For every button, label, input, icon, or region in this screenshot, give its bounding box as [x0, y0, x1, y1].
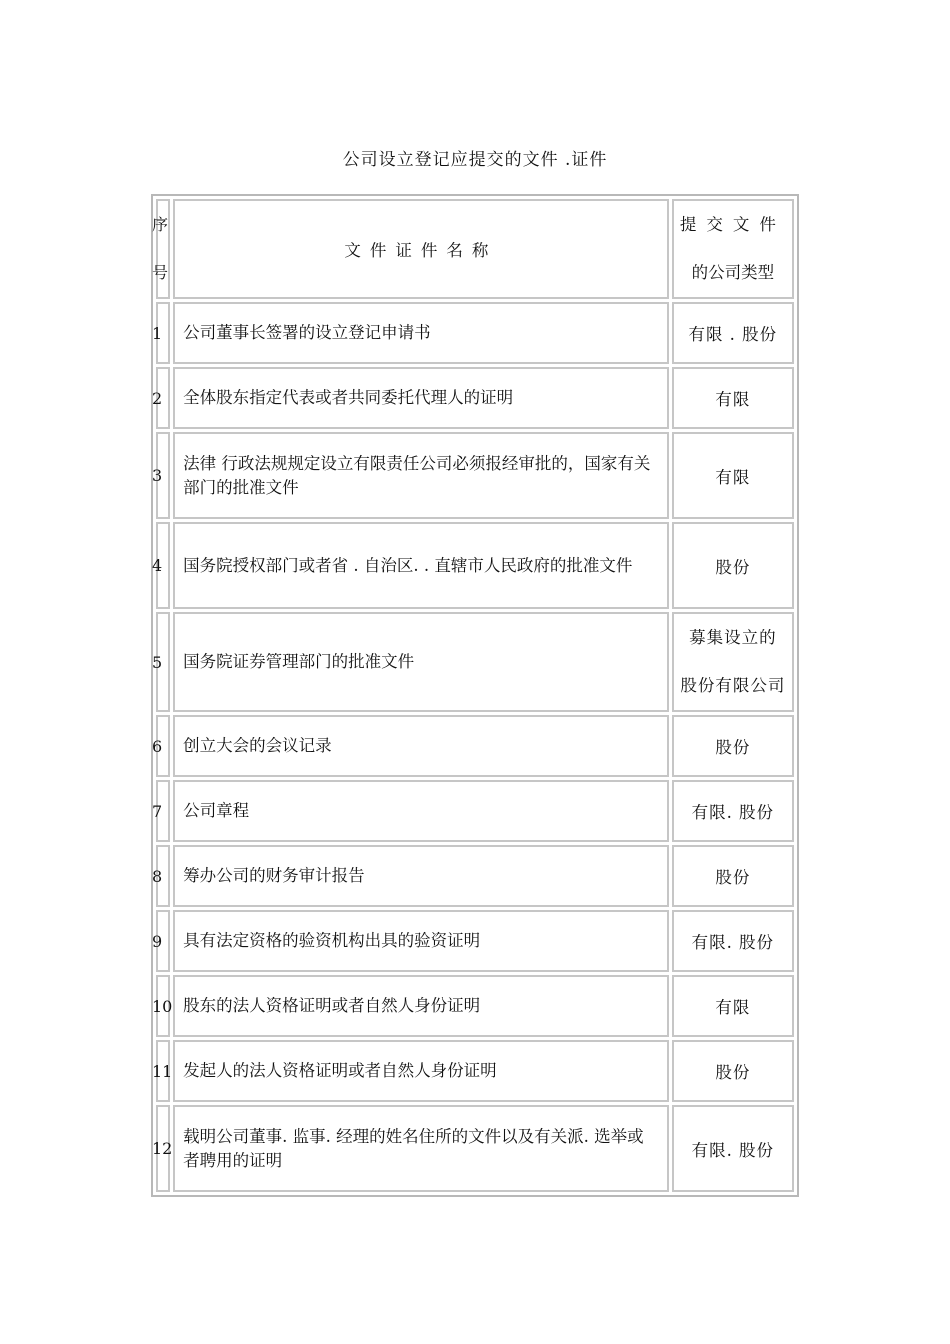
row-company-type: 股份	[672, 845, 794, 907]
row-number: 11	[156, 1040, 170, 1102]
row-company-type: 有限 . 股份	[672, 302, 794, 364]
header-company-type-line1: 提交文件	[679, 215, 786, 234]
row-document-name: 公司董事长签署的设立登记申请书	[173, 302, 668, 364]
table-row	[156, 1040, 794, 1102]
row-company-type: 有限	[672, 367, 794, 429]
row-number: 3	[156, 432, 170, 519]
table-row	[156, 845, 794, 907]
table-row	[156, 715, 794, 777]
row-number: 8	[156, 845, 170, 907]
table-header-row	[156, 199, 794, 299]
table-row	[156, 522, 794, 609]
row-number: 10	[156, 975, 170, 1037]
row-document-name: 全体股东指定代表或者共同委托代理人的证明	[173, 367, 668, 429]
table-row	[156, 612, 794, 712]
row-number: 1	[156, 302, 170, 364]
table-row	[156, 302, 794, 364]
row-company-type: 股份	[672, 1040, 794, 1102]
row-number: 12	[156, 1105, 170, 1192]
table-row	[156, 367, 794, 429]
row-number: 9	[156, 910, 170, 972]
row-company-type: 有限	[672, 975, 794, 1037]
table-row	[156, 432, 794, 519]
table-row	[156, 1105, 794, 1192]
header-number	[152, 199, 170, 299]
row-company-type: 有限	[672, 432, 794, 519]
row-number: 6	[156, 715, 170, 777]
row-number: 2	[156, 367, 170, 429]
row-document-name: 国务院授权部门或者省 . 自治区. . 直辖市人民政府的批准文件	[173, 522, 668, 609]
header-company-type-line2: 的公司类型	[691, 263, 775, 282]
header-company-type	[672, 199, 794, 299]
row-company-type	[672, 612, 794, 712]
row-number: 4	[156, 522, 170, 609]
row-document-name: 发起人的法人资格证明或者自然人身份证明	[173, 1040, 668, 1102]
table-row	[156, 975, 794, 1037]
row-document-name: 具有法定资格的验资机构出具的验资证明	[173, 910, 668, 972]
page-title: 公司设立登记应提交的文件 .证件	[342, 150, 608, 170]
row-company-type-line1: 募集设立的	[689, 628, 777, 647]
table-row	[156, 910, 794, 972]
row-document-name: 载明公司董事. 监事. 经理的姓名住所的文件以及有关派. 选举或者聘用的证明	[173, 1105, 668, 1192]
row-company-type: 有限. 股份	[672, 780, 794, 842]
header-number-line2: 号	[152, 263, 169, 282]
row-company-type-line2: 股份有限公司	[680, 676, 786, 695]
documents-table	[151, 194, 799, 1197]
header-number-line1: 序	[152, 215, 169, 234]
header-document-name: 文件证件名称	[173, 199, 668, 299]
row-document-name: 筹办公司的财务审计报告	[173, 845, 668, 907]
row-document-name: 国务院证券管理部门的批准文件	[173, 612, 668, 712]
row-document-name: 法律 行政法规规定设立有限责任公司必须报经审批的，国家有关部门的批准文件	[173, 432, 668, 519]
row-company-type: 股份	[672, 522, 794, 609]
row-company-type: 股份	[672, 715, 794, 777]
row-number: 5	[156, 612, 170, 712]
row-document-name: 股东的法人资格证明或者自然人身份证明	[173, 975, 668, 1037]
row-company-type: 有限. 股份	[672, 1105, 794, 1192]
row-number: 7	[156, 780, 170, 842]
row-document-name: 创立大会的会议记录	[173, 715, 668, 777]
table-row	[156, 780, 794, 842]
row-document-name: 公司章程	[173, 780, 668, 842]
row-company-type: 有限. 股份	[672, 910, 794, 972]
